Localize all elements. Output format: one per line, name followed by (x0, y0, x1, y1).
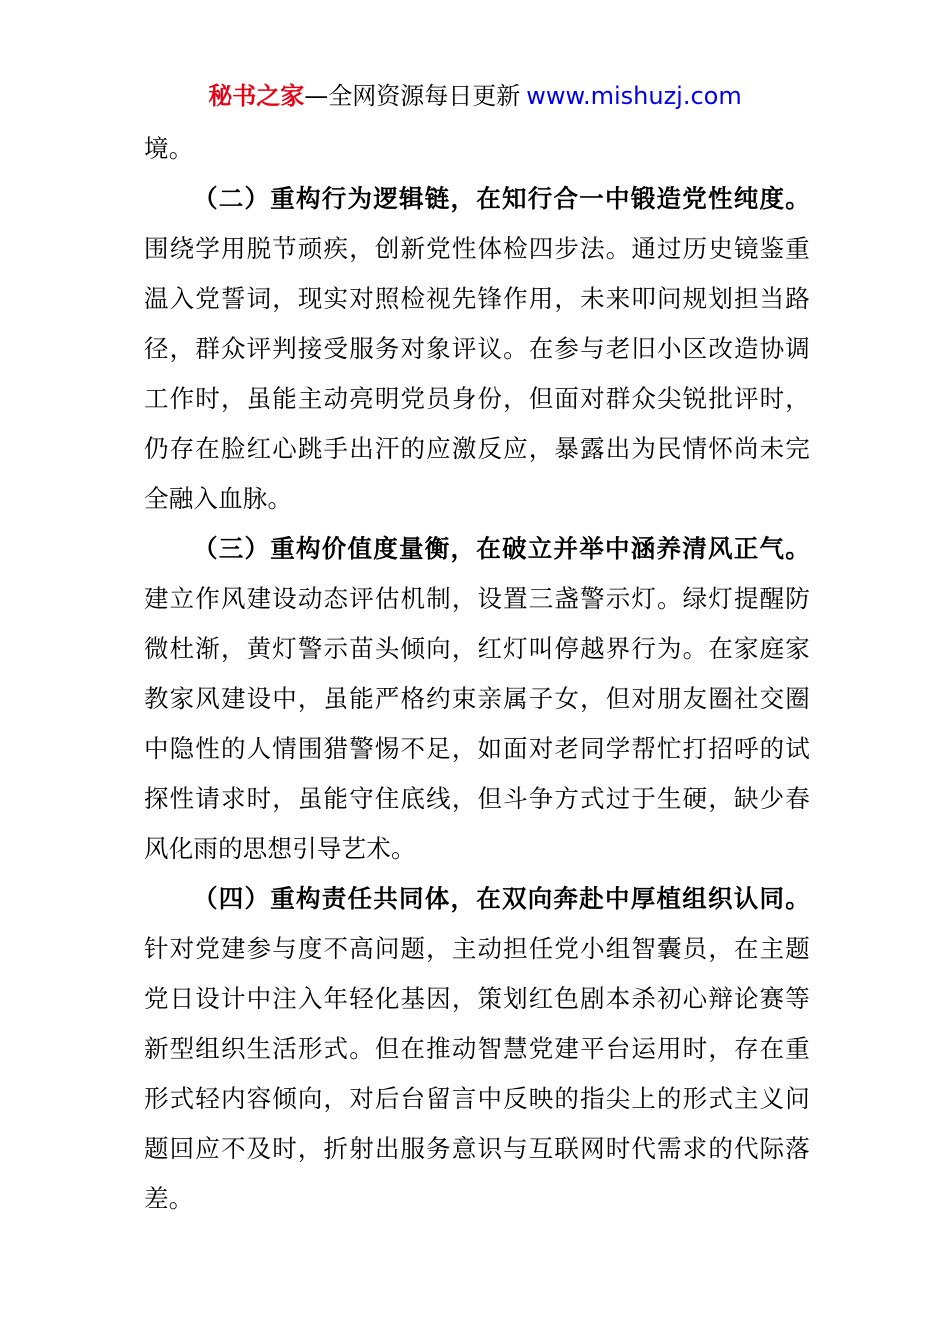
section-2-body: 围绕学用脱节顽疾，创新党性体检四步法。通过历史镜鉴重温入党誓词，现实对照检视先锋作用，未来叩问规划担当路径，群众评判接受服务对象评议。在参与老旧小区改造协调工作时，虽能主动亮明党员身份，但面对群众尖锐批评时，仍存在脸红心跳手出汗的应激反应，暴露出为民情怀尚未完全融入血脉。 (144, 234, 810, 513)
section-2-paragraph (144, 174, 810, 524)
section-4-heading: （四）重构责任共同体，在双向奔赴中厚植组织认同。 (193, 884, 810, 913)
section-3-heading: （三）重构价值度量衡，在破立并举中涵养清风正气。 (193, 534, 810, 563)
section-2-heading: （二）重构行为逻辑链，在知行合一中锻造党性纯度。 (193, 184, 810, 213)
document-body (144, 124, 810, 1224)
site-link[interactable]: www.mishuzj.com (526, 82, 742, 110)
header-tagline: —全网资源每日更新 (304, 82, 521, 110)
section-4-paragraph (144, 874, 810, 1224)
section-4-body: 针对党建参与度不高问题，主动担任党小组智囊员，在主题党日设计中注入年轻化基因，策划红色剧本杀初心辩论赛等新型组织生活形式。但在推动智慧党建平台运用时，存在重形式轻内容倾向，对后台留言中反映的指尖上的形式主义问题回应不及时，折射出服务意识与互联网时代需求的代际落差。 (144, 934, 810, 1213)
brand-name: 秘书之家 (208, 82, 305, 110)
continued-paragraph: 境。 (144, 134, 194, 163)
section-3-body: 建立作风建设动态评估机制，设置三盏警示灯。绿灯提醒防微杜渐，黄灯警示苗头倾向，红灯叫停越界行为。在家庭家教家风建设中，虽能严格约束亲属子女，但对朋友圈社交圈中隐性的人情围猎警惕不足，如面对老同学帮忙打招呼的试探性请求时，虽能守住底线，但斗争方式过于生硬，缺少春风化雨的思想引导艺术。 (144, 584, 810, 863)
page-header (0, 80, 950, 112)
section-3-paragraph (144, 524, 810, 874)
